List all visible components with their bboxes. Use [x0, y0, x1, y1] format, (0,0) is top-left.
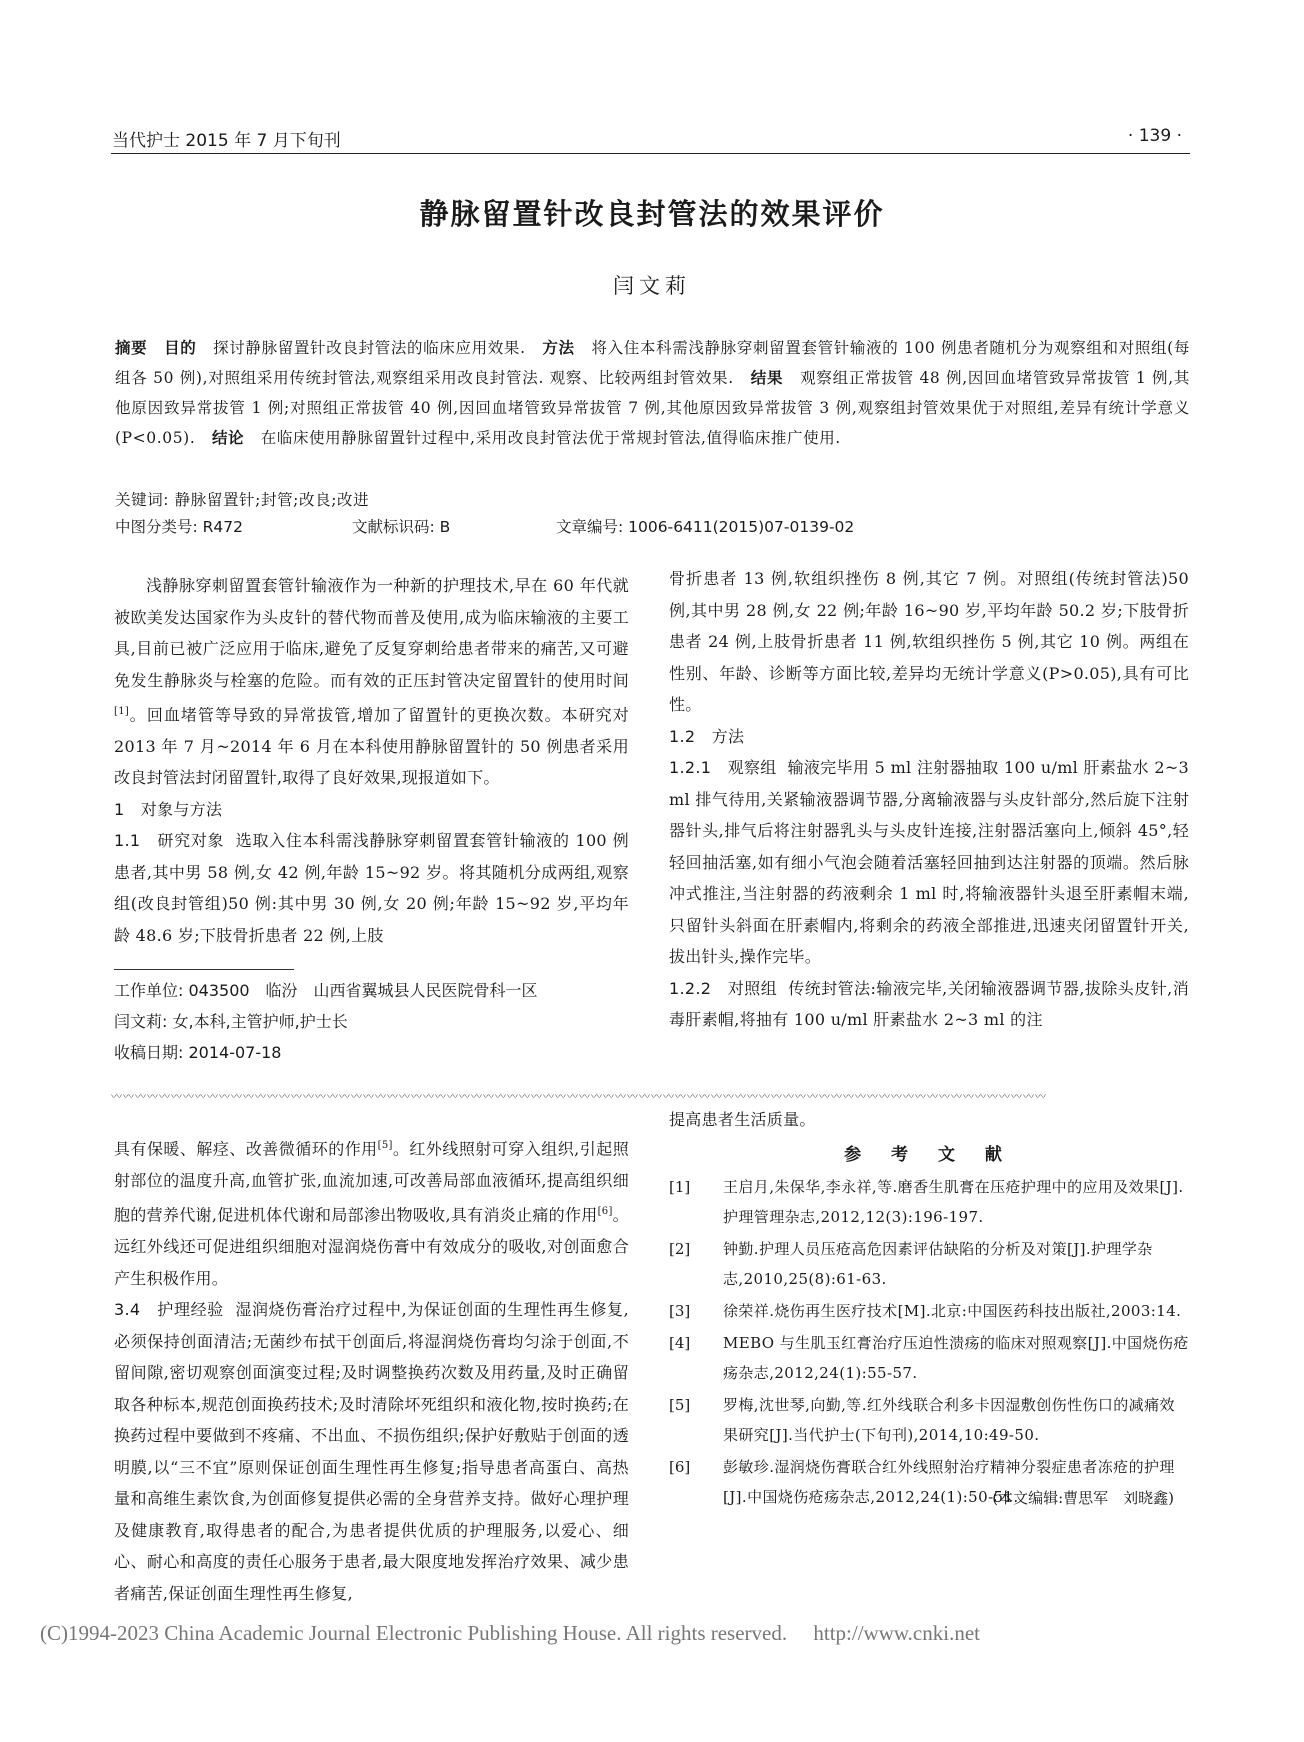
article-author: 闫文莉	[613, 274, 691, 298]
conclusion-label: 结论	[211, 429, 245, 447]
infrared-text: 具有保暖、解痉、改善微循环的作用	[114, 1139, 378, 1159]
reference-number: [4]	[669, 1334, 691, 1352]
reference-text: 钟勤.护理人员压疮高危因素评估缺陷的分析及对策[J].护理学杂志,2010,25(8):61-63.	[723, 1240, 1153, 1288]
abstract	[115, 333, 1190, 453]
references-title: 参 考 文 献	[844, 1145, 1014, 1165]
reference-item	[669, 1296, 1189, 1326]
section-heading: 1 对象与方法	[114, 799, 223, 819]
section-1-2-2-text: 传统封管法:输液完毕,关闭输液器调节器,拔除头皮针,消毒肝素帽,将抽有 100 u/ml 肝素盐水 2~3 ml 的注	[669, 978, 1189, 1029]
intro-paragraph	[114, 570, 629, 794]
abstract-label: 摘要	[115, 339, 148, 357]
aim-text: 探讨静脉留置针改良封管法的临床应用效果.	[213, 339, 526, 357]
section-1-2-heading: 1.2 方法	[669, 726, 745, 746]
keywords	[115, 485, 1190, 515]
author-info: 闫文莉: 女,本科,主管护师,护士长	[114, 1012, 348, 1031]
intro-text-cont: 。回血堵管等导致的异常拔管,增加了留置针的更换次数。本研究对 2013 年 7 月~2014 年 6 月在本科使用静脉留置针的 50 例患者采用改良封管法封闭留置针,取得了良好效果,现报道如下。	[114, 705, 629, 788]
document-code: 文献标识码: B	[352, 518, 451, 536]
section-1-1	[114, 825, 629, 951]
reference-number: [5]	[669, 1396, 691, 1414]
reference-number: [6]	[669, 1458, 691, 1476]
section-1-2-1-label: 1.2.1 观察组	[669, 758, 777, 777]
header-rule	[111, 153, 1190, 154]
right-column-upper	[669, 563, 1189, 1036]
clc-number: 中图分类号: R472	[115, 518, 244, 536]
section-1-1-label: 1.1 研究对象	[114, 831, 225, 851]
method-text: 将入住本科需浅静脉穿刺留置套管针输液的 100 例患者随机分为观察组和对照组(每组各 50 例),对照组采用传统封管法,观察组采用改良封管法. 观察、比较两组封管效果.	[115, 339, 1190, 387]
reference-text: 罗梅,沈世琴,向勤,等.红外线联合利多卡因湿敷创伤性伤口的减痛效果研究[J].当代护士(下旬刊),2014,10:49-50.	[723, 1396, 1175, 1444]
reference-item	[669, 1390, 1189, 1450]
reference-number: [2]	[669, 1240, 691, 1258]
citation: [5]	[377, 1140, 393, 1151]
result-label: 结果	[750, 369, 784, 387]
section-1-2-2	[669, 973, 1189, 1036]
reference-text: 徐荣祥.烧伤再生医疗技术[M].北京:中国医药科技出版社,2003:14.	[723, 1302, 1182, 1320]
infrared-text-cont: 。红外线照射可穿入组织,引起照射部位的温度升高,血管扩张,血流加速,可改善局部血液循环,提高组织细胞的营养代谢,促进机体代谢和局部渗出物吸收,具有消炎止痛的作用	[114, 1139, 629, 1225]
section-3-4	[114, 1294, 629, 1609]
reference-text: MEBO 与生肌玉红膏治疗压迫性溃疡的临床对照观察[J].中国烧伤疮疡杂志,2012,24(1):55-57.	[723, 1334, 1189, 1382]
section-3-4-label: 3.4 护理经验	[114, 1300, 224, 1320]
reference-number: [1]	[669, 1178, 691, 1196]
citation: [6]	[597, 1206, 613, 1218]
reference-item	[669, 1328, 1189, 1388]
conclusion-text: 在临床使用静脉留置针过程中,采用改良封管法优于常规封管法,值得临床推广使用.	[260, 429, 841, 447]
left-column-lower	[114, 1130, 629, 1609]
work-unit: 工作单位: 043500 临汾 山西省翼城县人民医院骨科一区	[114, 981, 538, 1000]
footnote-rule	[114, 969, 294, 970]
section-1-2-1-text: 输液完毕用 5 ml 注射器抽取 100 u/ml 肝素盐水 2~3 ml 排气待用,关紧输液器调节器,分离输液器与头皮针部分,然后旋下注射器针头,排气后将注射器乳头与头皮针连接,注射器活塞向上,倾斜 45°,轻轻回抽活塞,如有细小气泡会随着活塞轻回抽到达注射器的顶端。然后脉冲式推注,当注射器的药液剩余 1 ml 时,将输液器针头退至肝素帽末端,只留针头斜面在肝素帽内,将剩余的药液全部推进,迅速夹闭留置针开关,拔出针头,操作完毕。	[669, 758, 1190, 966]
reference-number: [3]	[669, 1302, 691, 1320]
citation: [1]	[114, 706, 130, 717]
section-1-2-2-label: 1.2.2 对照组	[669, 978, 778, 998]
reference-item	[669, 1234, 1189, 1294]
section-1-2-1	[669, 752, 1189, 973]
reference-text: 王启月,朱保华,李永祥,等.磨香生肌膏在压疮护理中的应用及效果[J].护理管理杂志,2012,12(3):196-197.	[723, 1178, 1184, 1226]
left-column-upper	[114, 570, 629, 951]
section-1-1-text: 选取入住本科需浅静脉穿刺留置套管针输液的 100 例患者,其中男 58 例,女 42 例,年龄 15~92 岁。将其随机分成两组,观察组(改良封管组)50 例:其中男 30 例,女 20 例;年龄 15~92 岁,平均年龄 48.6 岁;下肢骨折患者 22 例,上肢	[114, 831, 629, 945]
groups-paragraph: 骨折患者 13 例,软组织挫伤 8 例,其它 7 例。对照组(传统封管法)50 例,其中男 28 例,女 22 例;年龄 16~90 岁,平均年龄 50.2 岁;下肢骨折患者 24 例,上肢骨折患者 11 例,软组织挫伤 5 例,其它 10 例。两组在性别、年龄、诊断等方面比较,差异均无统计学意义(P>0.05),具有可比性。	[669, 569, 1189, 714]
keywords-text: 静脉留置针;封管;改良;改进	[174, 491, 370, 509]
article-divider: 〰〰〰〰〰〰〰〰〰〰〰〰〰〰〰〰〰〰〰〰〰〰〰〰〰〰〰〰〰〰〰〰〰〰〰〰〰〰〰〰〰〰〰〰〰〰〰〰〰〰〰〰〰〰〰〰〰〰〰〰〰〰〰〰〰〰〰〰〰〰〰〰〰〰〰〰〰〰	[111, 1092, 1047, 1102]
reference-item	[669, 1172, 1189, 1232]
reference-text: 彭敏珍.湿润烧伤膏联合红外线照射治疗精神分裂症患者冻疮的护理[J].中国烧伤疮疡杂志,2012,24(1):50-51.	[723, 1458, 1175, 1506]
article-number: 文章编号: 1006-6411(2015)07-0139-02	[556, 518, 855, 536]
reference-list	[669, 1172, 1189, 1514]
keywords-label: 关键词:	[115, 491, 170, 509]
method-label: 方法	[542, 339, 575, 357]
section-3-4-text: 湿润烧伤膏治疗过程中,为保证创面的生理性再生修复,必须保持创面清洁;无菌纱布拭干创面后,将湿润烧伤膏均匀涂于创面,不留间隙,密切观察创面演变过程;及时调整换药次数及用药量,及时正确留取各种标本,规范创面换药技术;及时清除坏死组织和液化物,按时换药;在换药过程中要做到不疼痛、不出血、不损伤组织;保护好敷贴于创面的透明膜,以“三不宜”原则保证创面生理性再生修复;指导患者高蛋白、高热量和高维生素饮食,为创面修复提供必需的全身营养支持。做好心理护理及健康教育,取得患者的配合,为患者提供优质的护理服务,以爱心、细心、耐心和高度的责任心服务于患者,最大限度地发挥治疗效果、减少患者痛苦,保证创面生理性再生修复,	[114, 1300, 629, 1603]
aim-label: 目的	[164, 339, 197, 357]
result-text: 观察组正常拔管 48 例,因回血堵管致异常拔管 1 例,其他原因致异常拔管 1 例;对照组正常拔管 40 例,因回血堵管致异常拔管 7 例,其他原因致异常拔管 3 例,观察组封管效果优于对照组,差异有统计学意义(P<0.05).	[115, 369, 1190, 447]
intro-text: 浅静脉穿刺留置套管针输液作为一种新的护理技术,早在 60 年代就被欧美发达国家作为头皮针的替代物而普及使用,成为临床输液的主要工具,目前已被广泛应用于临床,避免了反复穿刺给患者带来的痛苦,又可避免发生静脉炎与栓塞的危险。而有效的正压封管决定留置针的使用时间	[114, 576, 629, 690]
infrared-paragraph	[114, 1130, 629, 1294]
editor-note: (本文编辑:曹思军 刘晓鑫)	[992, 1489, 1174, 1507]
article-title: 静脉留置针改良封管法的效果评价	[419, 197, 885, 231]
infrared-text-end: 。远红外线还可促进组织细胞对湿润烧伤膏中有效成分的吸收,对创面愈合产生积极作用。	[114, 1205, 629, 1288]
page-number: · 139 ·	[1127, 126, 1182, 146]
journal-header: 当代护士 2015 年 7 月下旬刊	[112, 131, 341, 151]
lower-right-continuation: 提高患者生活质量。	[669, 1110, 816, 1129]
copyright-notice: (C)1994-2023 China Academic Journal Electronic Publishing House. All rights reserved. http://www.cnki.net	[40, 1621, 980, 1645]
received-date: 收稿日期: 2014-07-18	[114, 1043, 282, 1062]
footnote	[114, 975, 634, 1068]
